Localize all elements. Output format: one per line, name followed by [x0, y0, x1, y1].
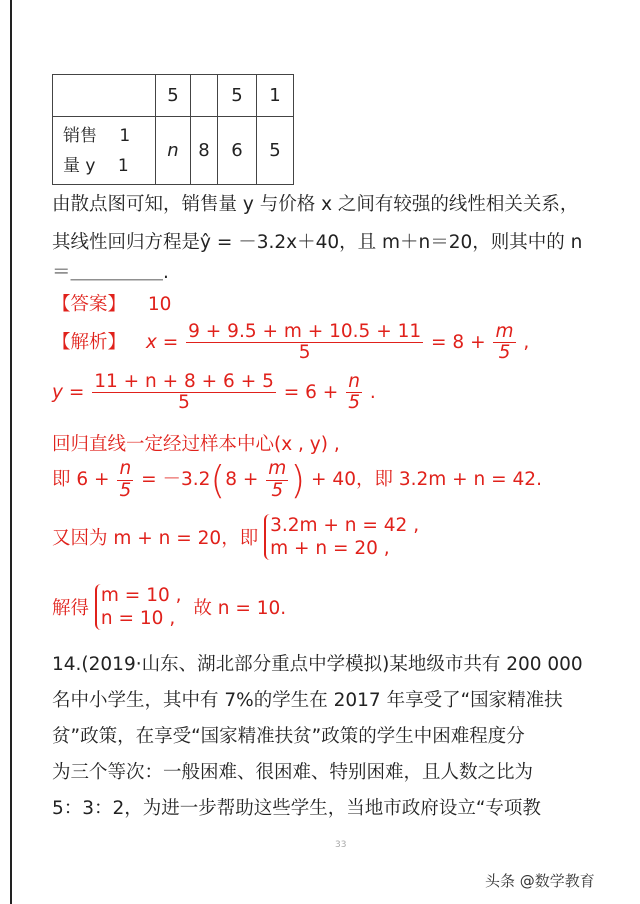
system-row: n = 10 ,: [100, 608, 176, 630]
table-cell: 5: [218, 75, 257, 117]
answer-value: 10: [147, 294, 172, 315]
system-row: m = 10 ,: [100, 585, 182, 606]
row-label-line: 销售 1: [63, 125, 131, 146]
row-label-line: 量 y 1: [63, 155, 129, 176]
page-left-border: [10, 0, 12, 904]
page-number: 33: [335, 840, 347, 850]
ybar-mid: = 6 +: [283, 381, 339, 403]
equation-part: 又因为 m + n = 20，即: [52, 528, 259, 550]
fraction-numerator: m: [495, 321, 514, 342]
equation-part: 故 n = 10.: [193, 598, 287, 620]
system-row: 3.2m + n = 42 ,: [270, 515, 420, 536]
punctuation: ,: [523, 331, 530, 353]
equation-system: [264, 514, 419, 560]
table-cell: 6: [218, 117, 257, 185]
analysis-tag: 【解析】: [52, 331, 127, 353]
problem-line: 由散点图可知，销售量 y 与价格 x 之间有较强的线性相关关系，: [52, 194, 579, 215]
analysis-line: 回归直线一定经过样本中心(x , y) ,: [52, 434, 340, 455]
q14-line: 名中小学生，其中有 7%的学生在 2017 年享受了“国家精准扶: [52, 690, 563, 711]
table-cell: 1: [257, 75, 294, 117]
table-cell: 8: [191, 117, 218, 185]
fraction-denominator: 5: [298, 342, 311, 364]
problem-line: ＝＿＿＿＿＿.: [52, 262, 169, 283]
system-row: m + n = 20 ,: [270, 538, 390, 560]
fraction-denominator: 5: [348, 392, 360, 414]
analysis-xbar: [52, 322, 529, 364]
left-paren: (: [210, 458, 226, 502]
xbar-small-fraction: [493, 322, 515, 364]
punctuation: .: [369, 381, 376, 403]
right-paren: ): [290, 458, 306, 502]
solution-system: [95, 584, 182, 630]
equation-fraction: [117, 459, 133, 501]
table-cell: n: [156, 117, 191, 185]
table-cell: 5: [257, 117, 294, 185]
table-row: [53, 75, 294, 117]
equation-part: 8 +: [225, 469, 259, 490]
equation-fraction: [266, 459, 288, 501]
analysis-solution: [52, 584, 286, 630]
answer-line: [52, 290, 171, 316]
fraction-numerator: n: [348, 371, 360, 392]
q14-line: 贫”政策，在享受“国家精准扶贫”政策的学生中困难程度分: [52, 726, 525, 747]
analysis-system: [52, 514, 419, 560]
fraction-numerator: 11 + n + 8 + 6 + 5: [94, 371, 274, 392]
fraction-denominator: 5: [119, 479, 132, 501]
fraction-denominator: 5: [178, 392, 190, 414]
row-label-sales: [53, 117, 156, 185]
data-table: [52, 74, 294, 185]
problem-line: 其线性回归方程是ŷ = －3.2x＋40，且 m＋n＝20，则其中的 n: [52, 232, 583, 253]
q14-line: 为三个等次：一般困难、很困难、特别困难，且人数之比为: [52, 762, 534, 783]
xbar-mid: = 8 +: [431, 331, 486, 353]
equation-part: 解得: [52, 598, 90, 620]
table-row: [53, 117, 294, 185]
fraction-denominator: 5: [271, 479, 284, 501]
table-cell: 5: [156, 75, 191, 117]
fraction-numerator: n: [119, 458, 132, 480]
equation-part: + 40，即 3.2m + n = 42.: [311, 469, 542, 490]
table-cell: [53, 75, 156, 117]
q14-line: 5：3：2，为进一步帮助这些学生，当地市政府设立“专项教: [52, 798, 541, 819]
fraction-numerator: m: [268, 458, 287, 480]
watermark: 头条 @数学教育: [485, 872, 595, 890]
ybar-small-fraction: [346, 372, 362, 414]
xbar-lhs: x =: [145, 331, 179, 353]
analysis-ybar: [52, 372, 376, 414]
equation-part: 即 6 +: [52, 469, 110, 490]
table-cell: [191, 75, 218, 117]
ybar-lhs: y =: [52, 381, 85, 403]
answer-tag: 【答案】: [52, 294, 127, 315]
ybar-fraction: [92, 372, 276, 414]
equation-part: = －3.2: [141, 469, 211, 490]
q14-line: 14.(2019·山东、湖北部分重点中学模拟)某地级市共有 200 000: [52, 654, 583, 675]
analysis-equation: [52, 458, 542, 502]
fraction-numerator: 9 + 9.5 + m + 10.5 + 11: [188, 321, 422, 342]
xbar-fraction: [186, 322, 423, 364]
fraction-denominator: 5: [498, 342, 511, 364]
